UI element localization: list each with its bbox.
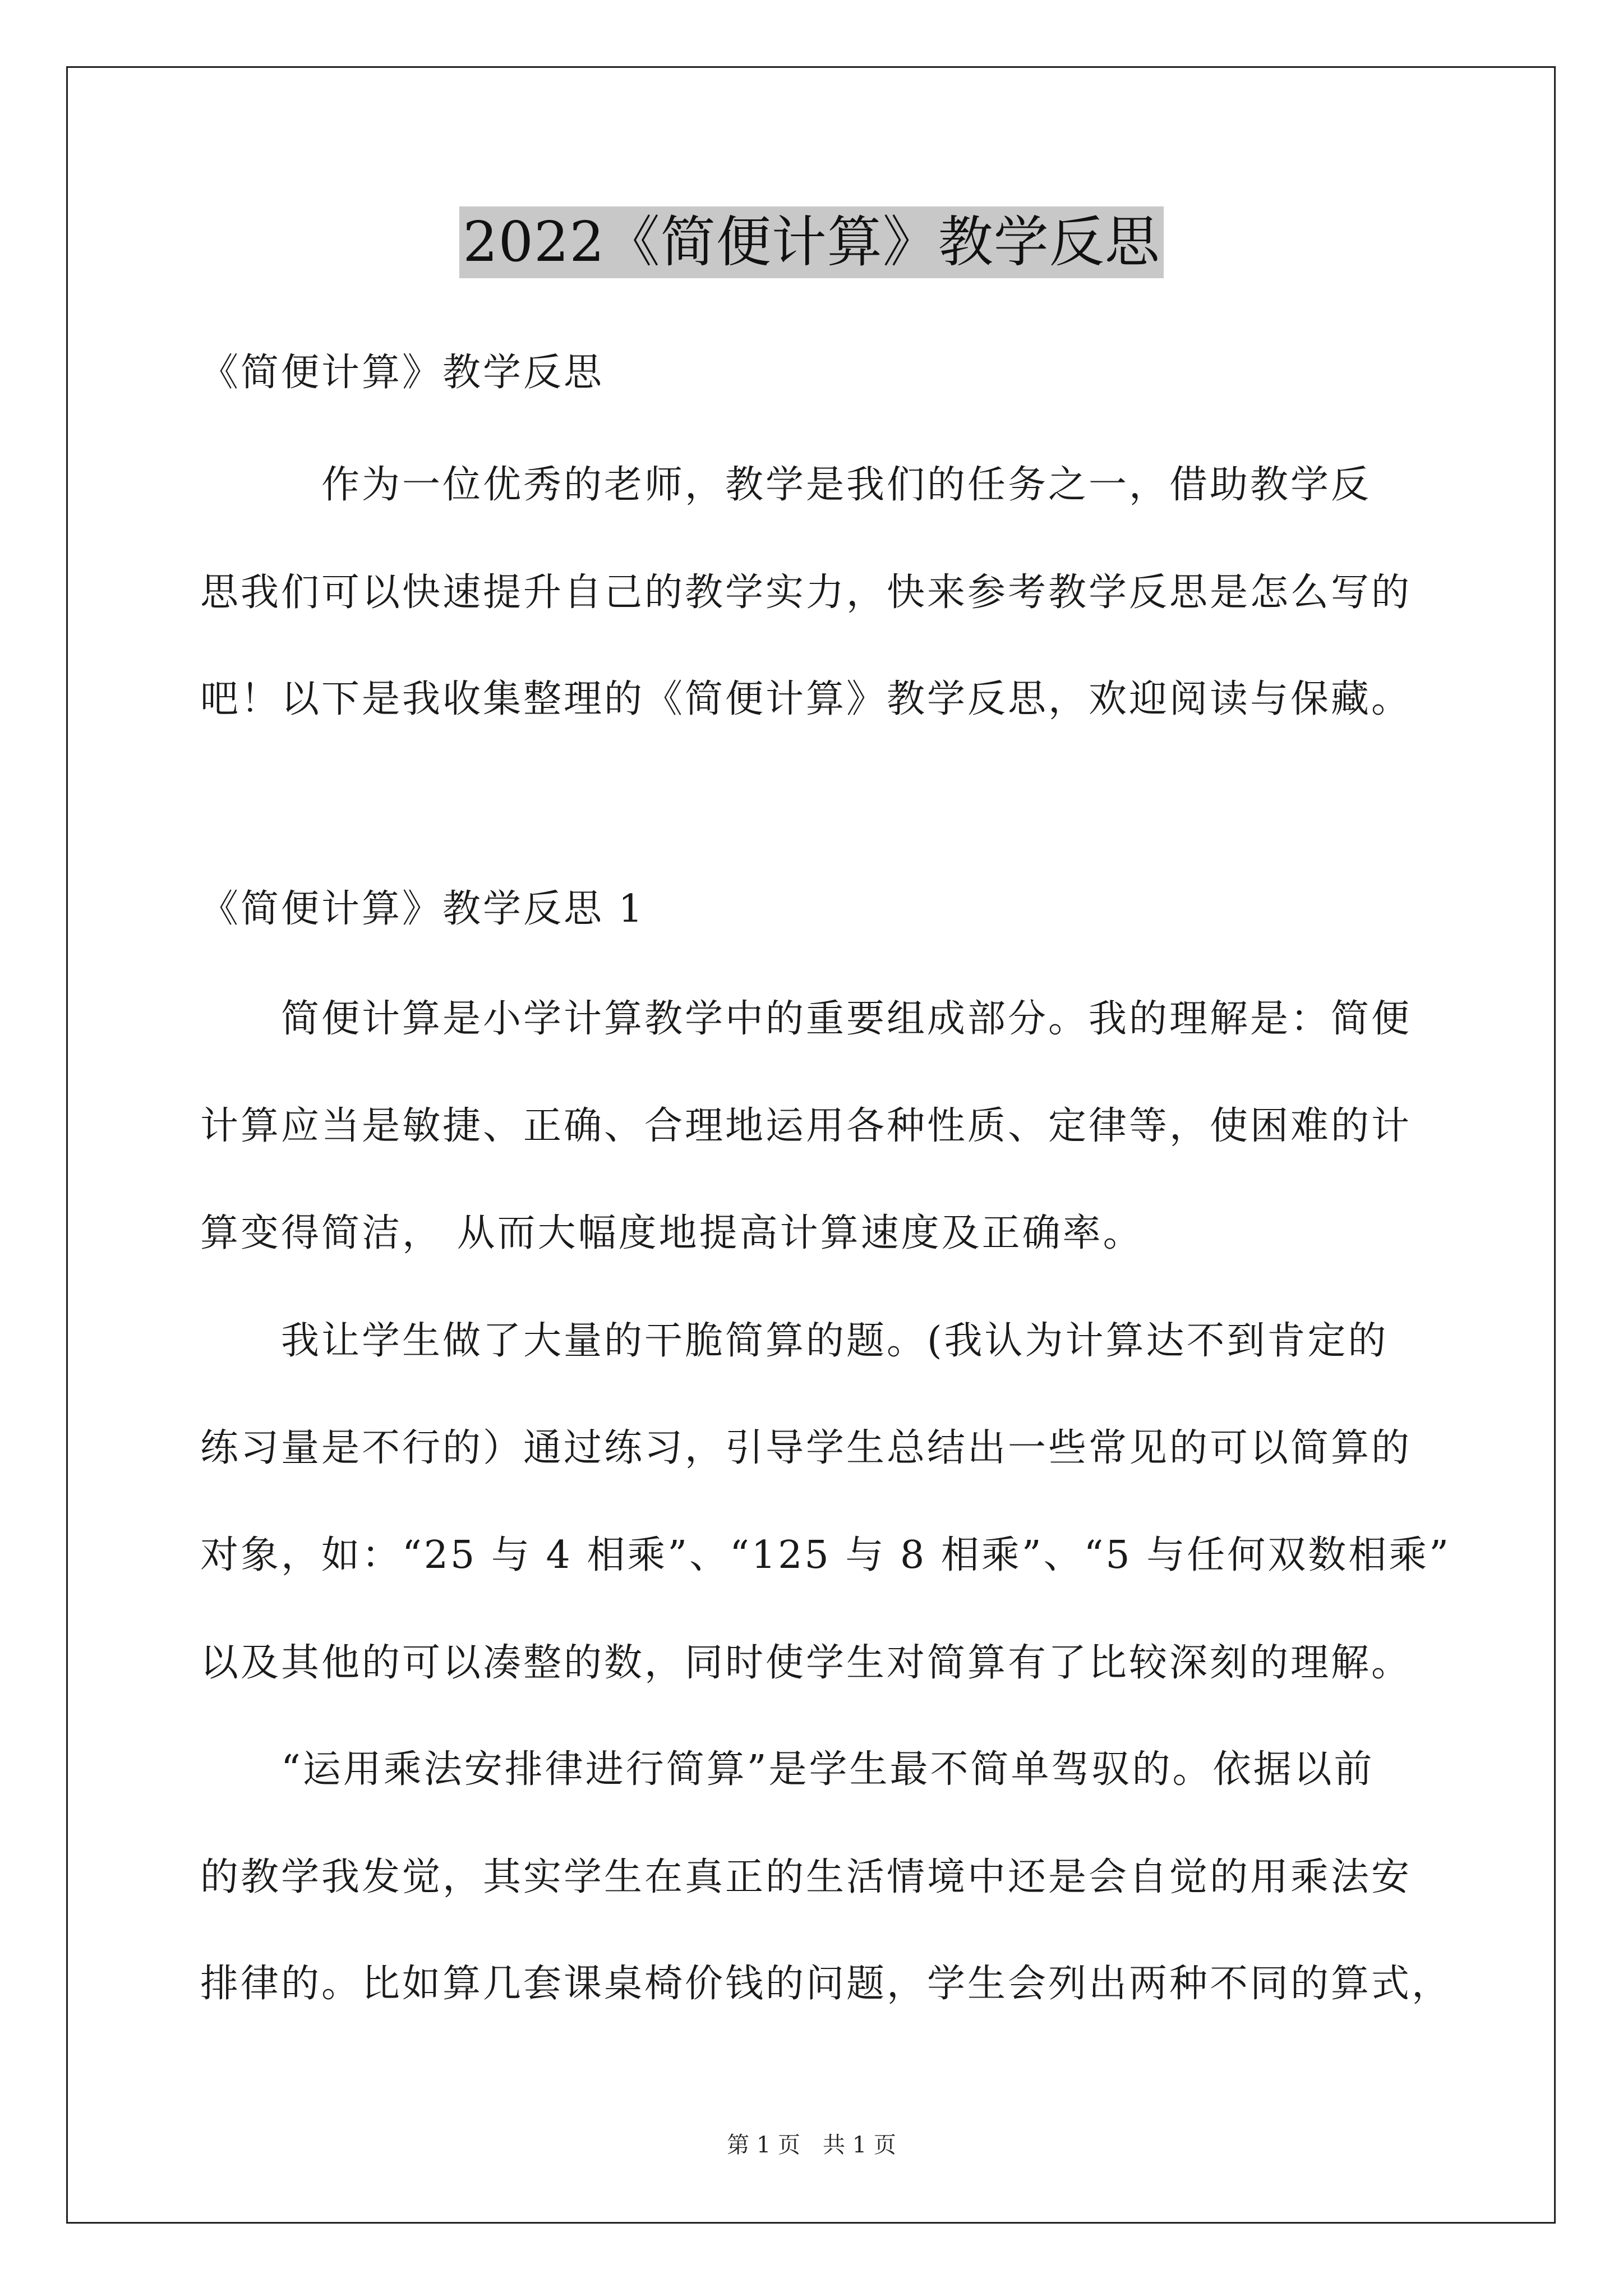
paragraph-line: “运用乘法安排律进行简算”是学生最不简单驾驭的。依据以前 [200,1747,1375,1792]
paragraph-line: 作为一位优秀的老师，教学是我们的任务之一，借助教学反 [200,463,1372,507]
paragraph-line: 以及其他的可以凑整的数，同时使学生对简算有了比较深刻的理解。 [200,1641,1412,1685]
paragraph-line: 的教学我发觉，其实学生在真正的生活情境中还是会自觉的用乘法安 [200,1855,1412,1899]
document-title: 2022《简便计算》教学反思 [459,206,1163,278]
paragraph-line: 练习量是不行的）通过练习，引导学生总结出一些常见的可以简算的 [200,1426,1412,1470]
paragraph-line: 简便计算是小学计算教学中的重要组成部分。我的理解是：简便 [200,997,1412,1041]
section-heading: 《简便计算》教学反思 1 [200,887,645,931]
paragraph-line: 对象，如：“25 与 4 相乘”、“125 与 8 相乘”、“5 与任何双数相乘” [200,1533,1451,1577]
paragraph-line: 我让学生做了大量的干脆简算的题。(我认为计算达不到肯定的 [200,1319,1389,1363]
page-number-footer: 第 1 页 共 1 页 [727,2132,896,2158]
section-heading: 《简便计算》教学反思 [200,351,605,395]
paragraph-line: 思我们可以快速提升自己的教学实力，快来参考教学反思是怎么写的 [200,570,1412,615]
paragraph-line: 计算应当是敏捷、正确、合理地运用各种性质、定律等，使困难的计 [200,1104,1412,1148]
paragraph-line: 算变得简洁， 从而大幅度地提高计算速度及正确率。 [200,1211,1144,1255]
paragraph-line: 吧！以下是我收集整理的《简便计算》教学反思，欢迎阅读与保藏。 [200,677,1412,721]
title-container [0,206,1623,278]
paragraph-line: 排律的。比如算几套课桌椅价钱的问题，学生会列出两种不同的算式， [200,1962,1453,2006]
